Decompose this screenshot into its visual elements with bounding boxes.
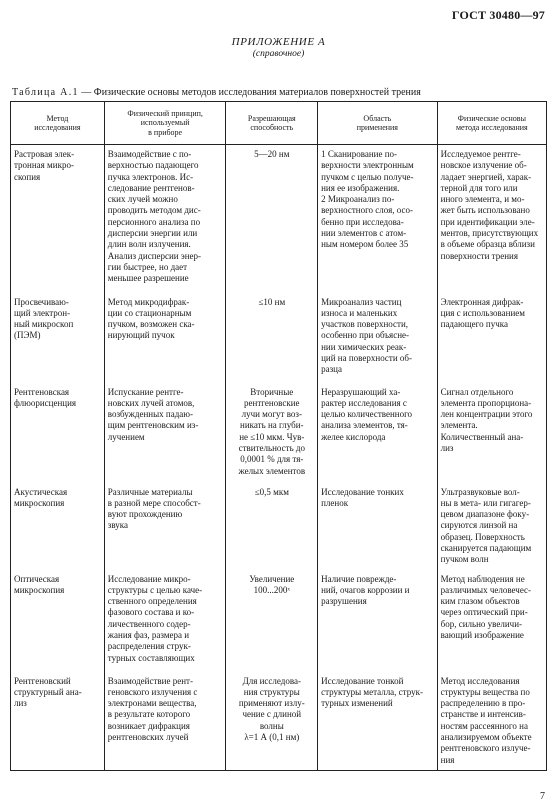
basis-cell: Исследуемое рентге- новское излучение об- ладает энергией, харак- терной для того или иного элемента, и мо- жет быть использовано при идентификации эле- ментов, присутствующих в объеме образца вблизи поверхности трения xyxy=(437,145,546,293)
appendix-title: ПРИЛОЖЕНИЕ А xyxy=(231,36,326,48)
method-cell: Просвечиваю- щий электрон- ный микроскоп (ПЭМ) xyxy=(11,293,105,383)
resolution-cell: 5—20 нм xyxy=(226,145,318,293)
principle-cell: Испускание рентге- новских лучей атомов, возбужденных падаю- щим рентгеновским из- лучением xyxy=(104,383,226,483)
column-header: Метод исследования xyxy=(11,102,105,145)
method-cell: Оптическая микроскопия xyxy=(11,570,105,672)
application-cell: Исследование тонких пленок xyxy=(318,483,438,570)
method-cell: Акустическая микроскопия xyxy=(11,483,105,570)
application-cell: Наличие поврежде- ний, очагов коррозии и разрушения xyxy=(318,570,438,672)
column-header: Физические основы метода исследования xyxy=(437,102,546,145)
resolution-cell: ≤0,5 мкм xyxy=(226,483,318,570)
basis-cell: Ультразвуковые вол- ны в мета- или гигагер- цевом диапазоне фоку- сируются линзой на образец. Поверхность сканируется падающим пучком волн xyxy=(437,483,546,570)
principle-cell: Взаимодействие рент- геновского излучения с электронами вещества, в результате которого возникает дифракция рентгеновских лучей xyxy=(104,672,226,771)
principle-cell: Различные материалы в разной мере способст- вуют прохождению звука xyxy=(104,483,226,570)
table-row xyxy=(11,570,547,672)
table-row xyxy=(11,383,547,483)
table-row xyxy=(11,672,547,771)
resolution-cell: Вторичные рентгеновские лучи могут воз- никать на глуби- не ≤10 мкм. Чув- ствительность до 0,0001 % для тя- желых элементов xyxy=(226,383,318,483)
method-cell: Рентгеновский структурный ана- лиз xyxy=(11,672,105,771)
basis-cell: Сигнал отдельного элемента пропорциона- лен концентрации этого элемента. Количественный ана- лиз xyxy=(437,383,546,483)
resolution-cell: Для исследова- ния структуры применяют излу- чение с длиной волны λ=1 А (0,1 нм) xyxy=(226,672,318,771)
table-caption-label: Таблица А.1 xyxy=(12,87,79,98)
table-header-row xyxy=(11,102,547,145)
column-header: Физический принцип, используемый в приборе xyxy=(104,102,226,145)
basis-cell: Метод исследования структуры вещества по распределению в про- странстве и интенсив- ностям рассеянного на анализируемом объекте рентгеновского излуче- ния xyxy=(437,672,546,771)
application-cell: 1 Сканирование по- верхности электронным пучком с целью получе- ния ее изображения. 2 Микроанализ по- верхностного слоя, осо- бенно при исследова- нии элементов с атом- ным номером более 35 xyxy=(318,145,438,293)
basis-cell: Метод наблюдения не различимых человечес- ким глазом объектов через оптический при- бор, сильно увеличи- вающий изображение xyxy=(437,570,546,672)
table-row xyxy=(11,293,547,383)
resolution-cell: Увеличение 100...200ˣ xyxy=(226,570,318,672)
application-cell: Исследование тонкой структуры металла, струк- турных изменений xyxy=(318,672,438,771)
basis-cell: Электронная дифрак- ция с использованием падающего пучка xyxy=(437,293,546,383)
resolution-cell: ≤10 нм xyxy=(226,293,318,383)
standard-number: ГОСТ 30480—97 xyxy=(451,8,545,22)
methods-table xyxy=(10,101,547,771)
table-row xyxy=(11,483,547,570)
appendix-subtitle: (справочное) xyxy=(252,49,305,59)
principle-cell: Исследование микро- структуры с целью каче- ственного определения фазового состава и ко- личественного содер- жания фаз, размера и распределения струк- турных составляющих xyxy=(104,570,226,672)
principle-cell: Метод микродифрак- ции со стационарным пучком, возможен ска- нирующий пучок xyxy=(104,293,226,383)
table-caption-text: — Физические основы методов исследования материалов поверхностей трения xyxy=(78,87,421,98)
column-header: Область применения xyxy=(318,102,438,145)
method-cell: Растровая элек- тронная микро- скопия xyxy=(11,145,105,293)
method-cell: Рентгеновская флюорисценция xyxy=(11,383,105,483)
principle-cell: Взаимодействие с по- верхностью падающего пучка электронов. Ис- следование рентгенов- ских лучей можно проводить методом дис- персионного анализа по дисперсии энергии или длин волн излучения. Анализ дисперсии энер- гии быстрее, но дает меньшее разрешение xyxy=(104,145,226,293)
table-caption xyxy=(12,87,421,98)
column-header: Разрешающая способность xyxy=(226,102,318,145)
table-row xyxy=(11,145,547,293)
application-cell: Микроанализ частиц износа и маленьких участков поверхности, особенно при объясне- нии химических реак- ций на поверхности об- разца xyxy=(318,293,438,383)
page-number: 7 xyxy=(540,791,545,802)
application-cell: Неразрушающий ха- рактер исследования с целью количественного анализа элементов, тя- желее кислорода xyxy=(318,383,438,483)
